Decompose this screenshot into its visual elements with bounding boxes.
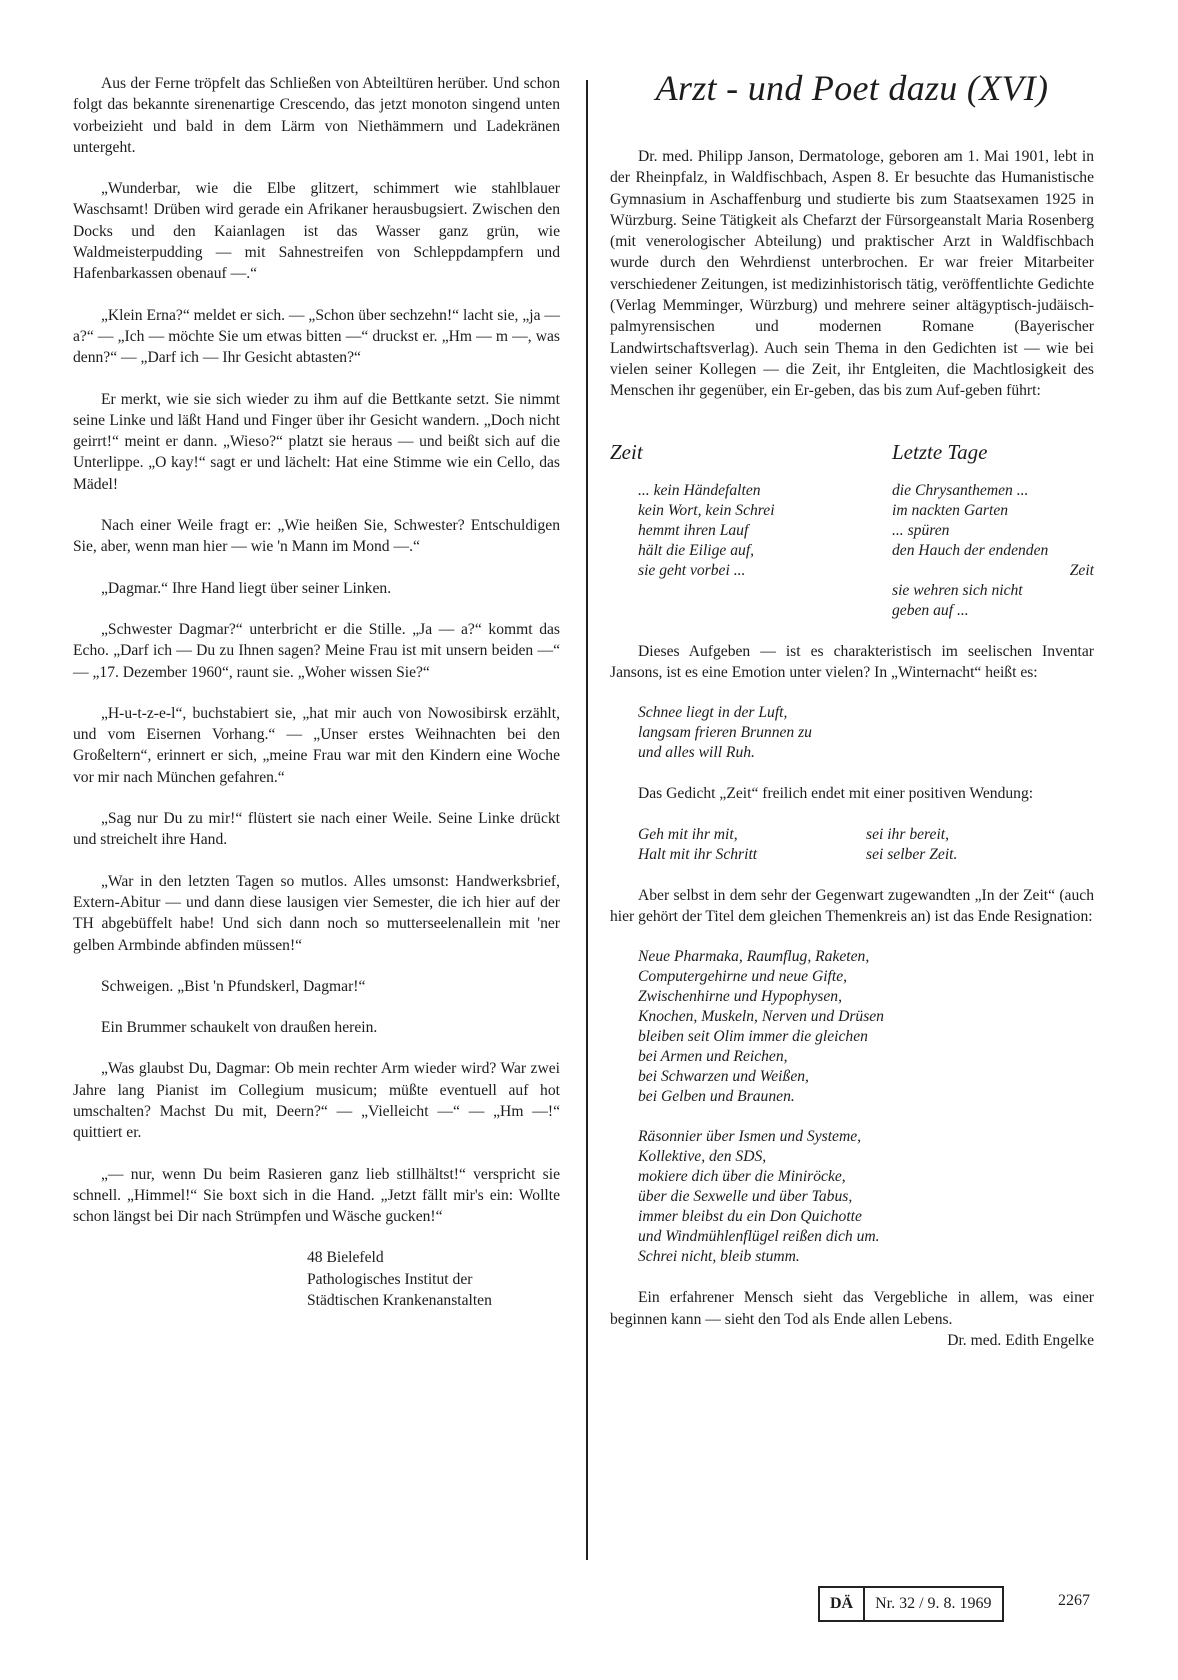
poem-line: geben auf ... xyxy=(892,601,969,619)
poem-line: ... spüren xyxy=(892,521,950,539)
paragraph: „War in den letzten Tagen so mutlos. Alles umsonst: Handwerksbrief, Extern-Abitur — und dann diese lausigen vier Semester, die ich hier auf der TH abgebüffelt habe! Und sich dann noch so mutterseelenallein mit 'ner gelben Armbinde abfinden müssen!“ xyxy=(73,872,560,954)
address-line: 48 Bielefeld xyxy=(307,1249,384,1267)
poem-zeit xyxy=(610,439,852,621)
poem-line: Geh mit ihr mit, xyxy=(638,825,738,843)
article-title: Arzt - und Poet dazu (XVI) xyxy=(655,68,1049,108)
issue-info: Nr. 32 / 9. 8. 1969 xyxy=(875,1595,992,1612)
right-column xyxy=(610,66,1094,1351)
poem-line: sei ihr bereit, xyxy=(866,825,950,843)
paragraph: Nach einer Weile fragt er: „Wie heißen Sie, Schwester? Entschuldigen Sie, aber, wenn man hier — wie 'n Mann im Mond —.“ xyxy=(73,517,560,556)
poem-line: Neue Pharmaka, Raumflug, Raketen, xyxy=(638,948,870,966)
poem-zeit-ending xyxy=(638,825,1094,865)
poem-line: immer bleibst du ein Don Quichotte xyxy=(638,1208,862,1226)
poem-letzte-tage xyxy=(852,439,1094,621)
paragraph: „Dagmar.“ Ihre Hand liegt über seiner Linken. xyxy=(101,579,392,597)
poem-line: mokiere dich über die Miniröcke, xyxy=(638,1168,846,1186)
paragraph: „Schwester Dagmar?“ unterbricht er die Stille. „Ja — a?“ kommt das Echo. „Darf ich — Du zu Ihnen sagen? Meine Frau ist mit unsern beiden —“ — „17. Dezember 1960“, raunt sie. „Woher wissen Sie?“ xyxy=(73,620,560,681)
closing-paragraph: Ein erfahrener Mensch sieht das Vergebliche in allem, was einer beginnen kann — sieht den Tod als Ende allen Lebens. xyxy=(610,1289,1094,1328)
paragraph: „Klein Erna?“ meldet er sich. — „Schon über sechzehn!“ lacht sie, „ja — a?“ — „Ich — möchte Sie um etwas bitten —“ druckst er. „Hm — m —, was denn?“ — „Darf ich — Ihr Gesicht abtasten?“ xyxy=(73,306,560,367)
poem-line: Knochen, Muskeln, Nerven und Drüsen xyxy=(638,1008,884,1026)
poem-line: Computergehirne und neue Gifte, xyxy=(638,968,848,986)
poem-line: Zeit xyxy=(1069,561,1094,579)
poem-line: den Hauch der endenden xyxy=(892,541,1049,559)
poem-winternacht xyxy=(638,703,1094,763)
poem-line: kein Wort, kein Schrei xyxy=(638,501,775,519)
poem-line: Schrei nicht, bleib stumm. xyxy=(638,1248,800,1266)
poem-line: Schnee liegt in der Luft, xyxy=(638,704,788,722)
paragraph: Er merkt, wie sie sich wieder zu ihm auf die Bettkante setzt. Sie nimmt seine Linke und läßt Hand und Finger über ihr Gesicht wandern. „Doch nicht geirrt!“ meint er dann. „Wieso?“ platzt sie heraus — und beißt sich auf die Unterlippe. „O kay!“ sagt er und lächelt: Hat eine Stimme wie ein Cello, das Mädel! xyxy=(73,390,560,493)
poem-line: sei selber Zeit. xyxy=(866,845,958,863)
poem-title: Zeit xyxy=(610,439,643,464)
author-address xyxy=(307,1247,560,1311)
address-line: Pathologisches Institut der xyxy=(307,1270,473,1288)
paragraph: „Was glaubst Du, Dagmar: Ob mein rechter Arm wieder wird? War zwei Jahre lang Pianist im Collegium musicum; müßte eventuell auf hot umschalten? Machst Du mit, Deern?“ — „Vielleicht —“ — „Hm —!“ quittiert er. xyxy=(73,1060,560,1142)
paragraph: Aber selbst in dem sehr der Gegenwart zugewandten „In der Zeit“ (auch hier gehört der Titel dem gleichen Themenkreis an) ist das Ende Resignation: xyxy=(610,886,1094,926)
journal-footer-box xyxy=(818,1586,1004,1622)
poem-in-der-zeit-stanza-1 xyxy=(638,947,1094,1107)
poem-line: hemmt ihren Lauf xyxy=(638,521,749,539)
paragraph: „Wunderbar, wie die Elbe glitzert, schimmert wie stahlblauer Waschsamt! Drüben wird gerade ein Afrikaner herausbugsiert. Zwischen den Docks und den Kaianlagen ist das Wasser ganz grün, wie Waldmeisterpudding — mit Sahnestreifen von Schleppdampfern und Hafenbarkassen obenauf —.“ xyxy=(73,180,560,283)
author-signature: Dr. med. Edith Engelke xyxy=(947,1331,1094,1349)
paragraph: Dieses Aufgeben — ist es charakteristisch im seelischen Inventar Jansons, ist es eine Emotion unter vielen? In „Winternacht“ heißt es: xyxy=(610,642,1094,682)
paragraph: „H-u-t-z-e-l“, buchstabiert sie, „hat mir auch von Nowosibirsk erzählt, und vom Eisernen Vorhang.“ — „Unser erstes Weihnachten bei den Großeltern“, erinnert er sich, „meine Frau war mit den Kindern eine Woche vor mir nach München gefahren.“ xyxy=(73,704,560,786)
poem-line: sie geht vorbei ... xyxy=(638,561,746,579)
poem-line: bleiben seit Olim immer die gleichen xyxy=(638,1028,868,1046)
poem-line: langsam frieren Brunnen zu xyxy=(638,724,812,742)
left-column xyxy=(73,73,560,1311)
poem-line: die Chrysanthemen ... xyxy=(892,481,1029,499)
poem-line: bei Armen und Reichen, xyxy=(638,1048,788,1066)
poem-line: Halt mit ihr Schritt xyxy=(638,845,758,863)
paragraph: Schweigen. „Bist 'n Pfundskerl, Dagmar!“ xyxy=(101,977,366,995)
address-line: Städtischen Krankenanstalten xyxy=(307,1292,492,1310)
poem-line: Räsonnier über Ismen und Systeme, xyxy=(638,1128,862,1146)
intro-paragraph: Dr. med. Philipp Janson, Dermatologe, geboren am 1. Mai 1901, lebt in der Rheinpfalz, in Waldfischbach, Aspen 8. Er besuchte das Humanistische Gymnasium in Aschaffenburg und studierte bis zum Staatsexamen 1925 in Würzburg. Seine Tätigkeit als Chefarzt der Fürsorgeanstalt Maria Rosenberg (mit venerologischer Abteilung) und praktischer Arzt in Waldfischbach wurde durch den Wehrdienst unterbrochen. Er war freier Mitarbeiter verschiedener Zeitungen, ist medizinhistorisch tätig, veröffentlichte Gedichte (Verlag Memminger, Würzburg) und mehrere seiner altägyptisch-judäisch-palmyrensischen und modernen Romane (Bayerischer Landwirtschaftsverlag). Auch sein Thema in den Gedichten ist — wie bei vielen seiner Kollegen — die Zeit, ihr Entgleiten, die Machtlosigkeit des Menschen ihr gegenüber, ein Er-geben, das bis zum Auf-geben führt: xyxy=(610,148,1094,400)
poem-in-der-zeit-stanza-2 xyxy=(638,1127,1094,1267)
page-number: 2267 xyxy=(1058,1592,1090,1609)
poem-line: bei Gelben und Braunen. xyxy=(638,1088,795,1106)
poem-line: und alles will Ruh. xyxy=(638,744,755,762)
poem-line: und Windmühlenflügel reißen dich um. xyxy=(638,1228,880,1246)
poem-line: bei Schwarzen und Weißen, xyxy=(638,1068,809,1086)
paragraph: Ein Brummer schaukelt von draußen herein. xyxy=(101,1019,378,1037)
paragraph: Das Gedicht „Zeit“ freilich endet mit einer positiven Wendung: xyxy=(638,785,1034,803)
poem-line: über die Sexwelle und über Tabus, xyxy=(638,1188,853,1206)
verse-left xyxy=(638,825,866,865)
poem-line: ... kein Händefalten xyxy=(638,481,761,499)
poems-block xyxy=(610,439,1094,621)
poem-line: hält die Eilige auf, xyxy=(638,541,755,559)
paragraph: „Sag nur Du zu mir!“ flüstert sie nach einer Weile. Seine Linke drückt und streichelt ihre Hand. xyxy=(73,810,560,849)
poem-line: Kollektive, den SDS, xyxy=(638,1148,767,1166)
poem-line: Zwischenhirne und Hypophysen, xyxy=(638,988,842,1006)
poem-title: Letzte Tage xyxy=(892,439,988,464)
verse-right xyxy=(866,825,1094,865)
column-divider xyxy=(586,80,588,1560)
poem-line: im nackten Garten xyxy=(892,501,1009,519)
poem-line: sie wehren sich nicht xyxy=(892,581,1023,599)
paragraph: Aus der Ferne tröpfelt das Schließen von Abteiltüren herüber. Und schon folgt das bekannte sirenenartige Crescendo, das jetzt monoton singend unten vorbeizieht und bald in dem Lärm von Niethämmern und Ladekränen untergeht. xyxy=(73,75,560,156)
paragraph: „— nur, wenn Du beim Rasieren ganz lieb stillhältst!“ verspricht sie schnell. „Himmel!“ Sie boxt sich in die Hand. „Jetzt fällt mir's ein: Wollte schon längst bei Dir nach Strümpfen und Wäsche gucken!“ xyxy=(73,1165,560,1226)
journal-abbreviation: DÄ xyxy=(820,1588,865,1620)
